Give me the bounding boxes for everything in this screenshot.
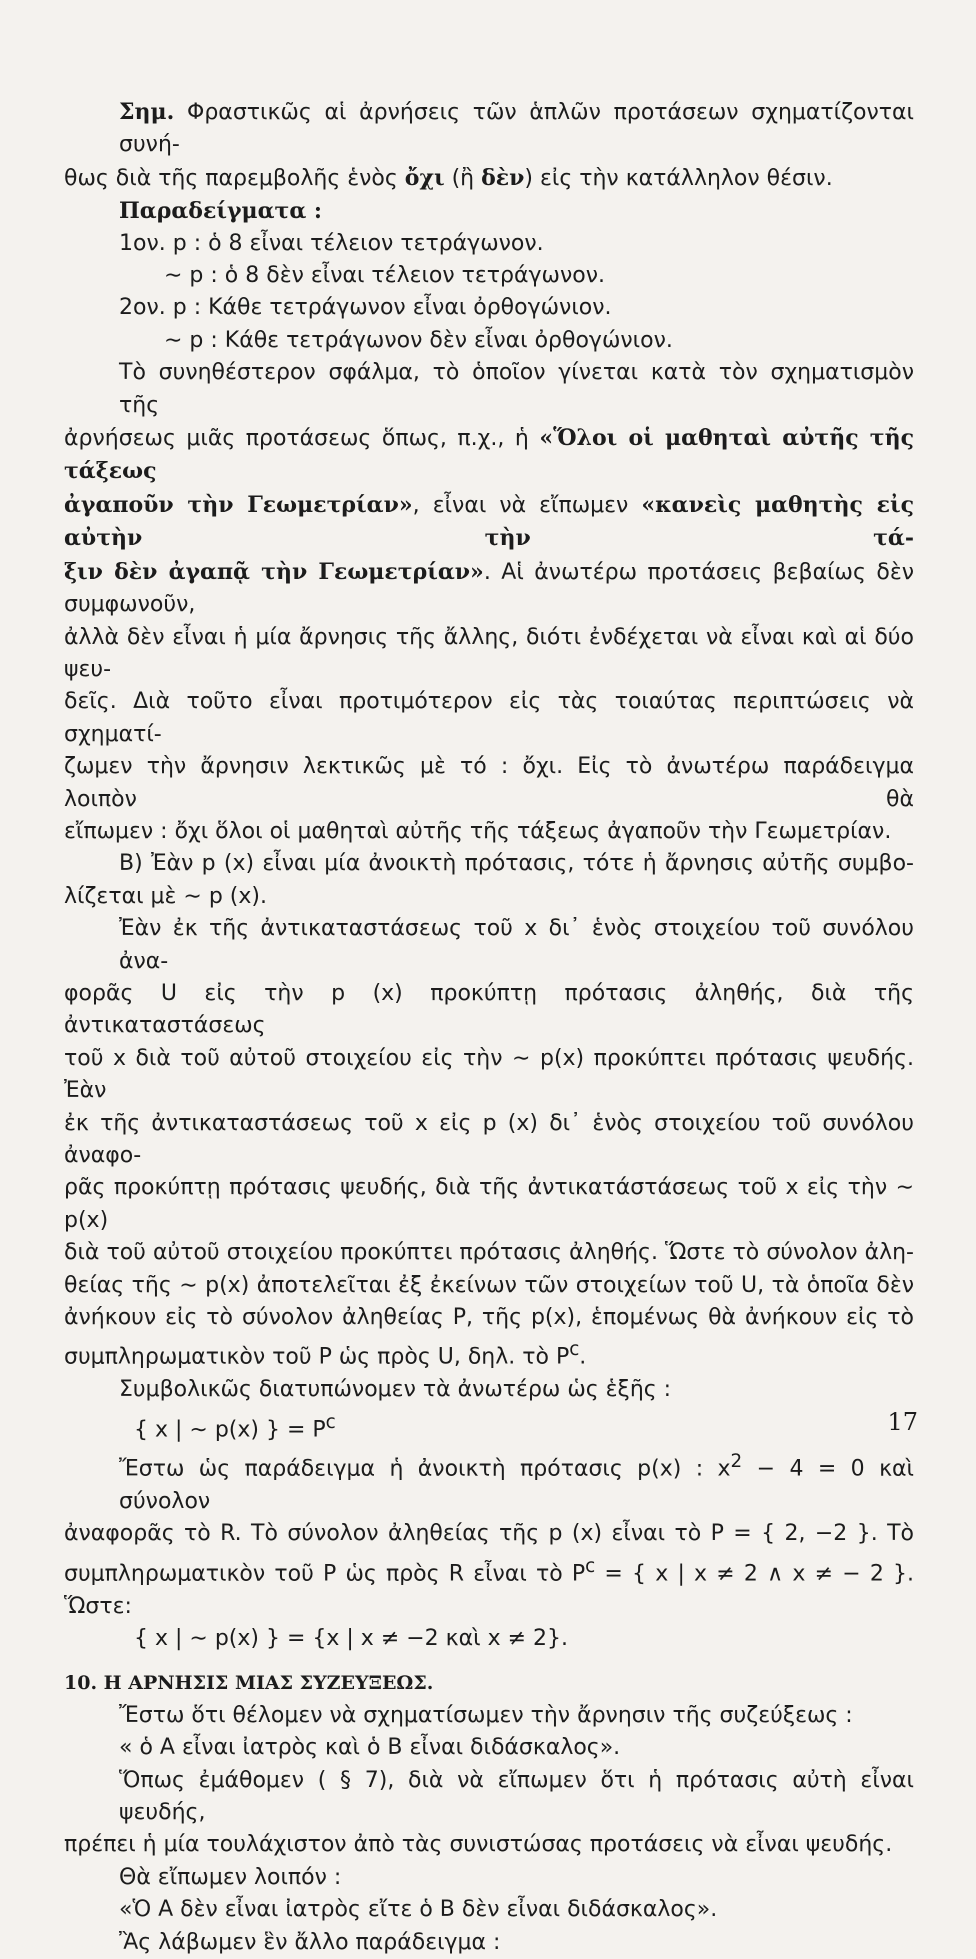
line: ἀλλὰ δὲν εἶναι ἡ μία ἄρνησις τῆς ἄλλης, διότι ἐνδέχεται νὰ εἶναι καὶ αἱ δύο ψευ- bbox=[64, 624, 914, 682]
line: διὰ τοῦ αὐτοῦ στοιχείου προκύπτει πρότασις ἀληθής. Ὥστε τὸ σύνολον ἀλη- bbox=[64, 1240, 914, 1266]
line: λίζεται μὲ ∼ p (x). bbox=[64, 883, 267, 909]
line: Ὅπως ἐμάθομεν ( § 7), διὰ νὰ εἴπωμεν ὅτι ἡ πρότασις αὐτὴ εἶναι ψευδής, bbox=[119, 1767, 914, 1826]
line: Σημ. Φραστικῶς αἱ ἀρνήσεις τῶν ἁπλῶν προτάσεων σχηματίζονται συνή- bbox=[119, 99, 914, 158]
line: Ἐὰν ἐκ τῆς ἀντικαταστάσεως τοῦ x δι᾽ ἑνὸς στοιχείου τοῦ συνόλου ἀνα- bbox=[119, 916, 914, 974]
section-heading: 10. Η ΑΡΝΗΣΙΣ ΜΙΑΣ ΣΥΖΕΥΞΕΩΣ. bbox=[64, 1672, 434, 1695]
line: συμπληρωματικὸν τοῦ P ὡς πρὸς R εἶναι τὸ $P^c$ = { x | x ≠ 2 ∧ x ≠ − 2 }. Ὥστε: bbox=[64, 1555, 915, 1619]
line: ρᾶς προκύπτῃ πρότασις ψευδής, διὰ τῆς ἀντικατάστάσεως τοῦ x εἰς τὴν ∼ p(x) bbox=[64, 1175, 914, 1233]
line: Θὰ εἴπωμεν λοιπόν : bbox=[119, 1864, 342, 1890]
page-body bbox=[64, 96, 914, 1959]
line: ζωμεν τὴν ἄρνησιν λεκτικῶς μὲ τό : ὄχι. Εἰς τὸ ἀνωτέρω παράδειγμα λοιπὸν θὰ bbox=[64, 754, 914, 812]
line: ἀγαποῦν τὴν Γεωμετρίαν», εἶναι νὰ εἴπωμεν «κανεὶς μαθητὴς εἰς αὐτὴν τὴν τά- bbox=[64, 491, 915, 552]
line: « ὁ Α εἶναι ἰατρὸς καὶ ὁ Β εἶναι διδάσκαλος». bbox=[119, 1735, 621, 1761]
page-number: 17 bbox=[887, 1408, 918, 1436]
formula-line: { x | ∼ p(x) } = {x | x ≠ −2 καὶ x ≠ 2}. bbox=[134, 1626, 569, 1651]
line: «Ὁ Α δὲν εἶναι ἰατρὸς εἴτε ὁ Β δὲν εἶναι διδάσκαλος». bbox=[119, 1897, 718, 1923]
line: ∼ p : ὁ 8 δὲν εἶναι τέλειον τετράγωνον. bbox=[164, 263, 605, 289]
line: Συμβολικῶς διατυπώνομεν τὰ ἀνωτέρω ὡς ἑξῆς : bbox=[119, 1377, 672, 1403]
line: ξιν δὲν ἀγαπᾷ τὴν Γεωμετρίαν». Αἱ ἀνωτέρω προτάσεις βεβαίως δὲν συμφωνοῦν, bbox=[64, 558, 914, 618]
line: συμπληρωματικὸν τοῦ P ὡς πρὸς U, δηλ. τὸ $P^c$. bbox=[64, 1339, 587, 1370]
line: ἀρνήσεως μιᾶς προτάσεως ὅπως, π.χ., ἡ «Ὅλοι οἱ μαθηταὶ αὐτῆς τῆς τάξεως bbox=[64, 425, 914, 485]
line: φορᾶς U εἰς τὴν p (x) προκύπτῃ πρότασις ἀληθής, διὰ τῆς ἀντικαταστάσεως bbox=[64, 980, 914, 1039]
line: δεῖς. Διὰ τοῦτο εἶναι προτιμότερον εἰς τὰς τοιαύτας περιπτώσεις νὰ σχηματί- bbox=[64, 689, 914, 747]
line: Ἂς λάβωμεν ἓν ἄλλο παράδειγμα : bbox=[119, 1929, 501, 1955]
line: 1ον. p : ὁ 8 εἶναι τέλειον τετράγωνον. bbox=[119, 230, 544, 256]
line: ἀνήκουν εἰς τὸ σύνολον ἀληθείας P, τῆς p(x), ἑπομένως θὰ ἀνήκουν εἰς τὸ bbox=[64, 1305, 914, 1331]
line: πρέπει ἡ μία τουλάχιστον ἀπὸ τὰς συνιστώσας προτάσεις νὰ εἶναι ψευδής. bbox=[64, 1832, 893, 1858]
line: ἐκ τῆς ἀντικαταστάσεως τοῦ x εἰς p (x) δι᾽ ἑνὸς στοιχείου τοῦ συνόλου ἀναφο- bbox=[64, 1110, 914, 1168]
examples-heading: Παραδείγματα : bbox=[119, 198, 323, 225]
line: 2ον. p : Κάθε τετράγωνον εἶναι ὀρθογώνιον. bbox=[119, 295, 612, 321]
line: τοῦ x διὰ τοῦ αὐτοῦ στοιχείου εἰς τὴν ∼ p(x) προκύπτει πρότασις ψευδής. Ἐὰν bbox=[64, 1045, 914, 1104]
line: θως διὰ τῆς παρεμβολῆς ἑνὸς ὄχι (ἢ δὲν) εἰς τὴν κατάλληλον θέσιν. bbox=[64, 164, 833, 191]
line: Τὸ συνηθέστερον σφάλμα, τὸ ὁποῖον γίνεται κατὰ τὸν σχηματισμὸν τῆς bbox=[119, 360, 914, 418]
line: Ἔστω ὅτι θέλομεν νὰ σχηματίσωμεν τὴν ἄρνησιν τῆς συζεύξεως : bbox=[119, 1702, 853, 1728]
line: εἴπωμεν : ὄχι ὅλοι οἱ μαθηταὶ αὐτῆς τῆς τάξεως ἀγαποῦν τὴν Γεωμετρίαν. bbox=[64, 818, 892, 844]
line: Β) Ἐὰν p (x) εἶναι μία ἀνοικτὴ πρότασις, τότε ἡ ἄρνησις αὐτῆς συμβο- bbox=[119, 851, 914, 877]
formula-line: { x | ∼ p(x) } = $P^c$ bbox=[134, 1411, 336, 1442]
line: Ἔστω ὡς παράδειγμα ἡ ἀνοικτὴ πρότασις p(x) : $x^2 - 4 = 0$ καὶ σύνολον bbox=[119, 1451, 914, 1515]
line: ἀναφορᾶς τὸ R. Τὸ σύνολον ἀληθείας τῆς p (x) εἶναι τὸ P = { 2, −2 }. Τὸ bbox=[64, 1521, 914, 1547]
line: θείας τῆς ∼ p(x) ἀποτελεῖται ἐξ ἐκείνων τῶν στοιχείων τοῦ U, τὰ ὁποῖα δὲν bbox=[64, 1272, 914, 1298]
line: ∼ p : Κάθε τετράγωνον δὲν εἶναι ὀρθογώνιον. bbox=[164, 327, 673, 353]
